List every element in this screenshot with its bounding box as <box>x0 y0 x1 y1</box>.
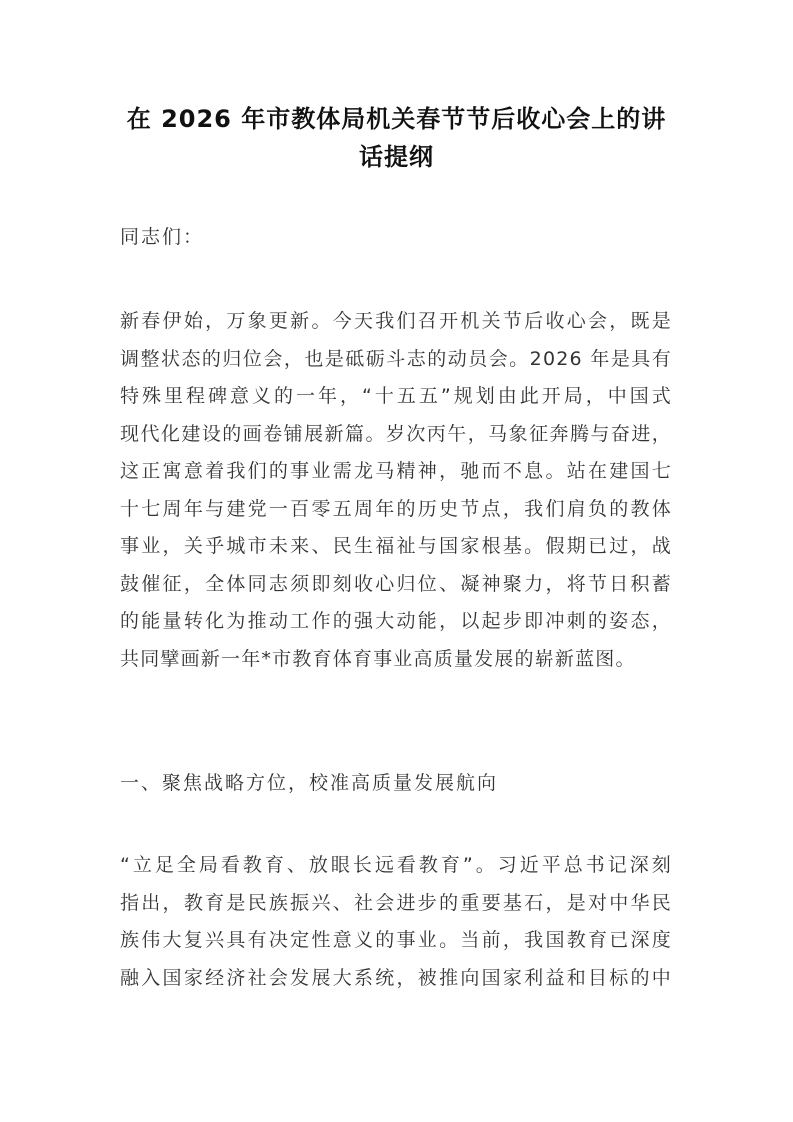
paragraph-section1 <box>120 847 676 997</box>
title-line-2: 话提纲 <box>359 143 434 171</box>
text-line: 新春伊始，万象更新。今天我们召开机关节后收心会，既是 <box>120 310 672 332</box>
paragraph-intro <box>120 303 676 678</box>
text-line: 这正寓意着我们的事业需龙马精神，驰而不息。站在建国七 <box>120 460 672 482</box>
text-line: 指出，教育是民族振兴、社会进步的重要基石，是对中华民 <box>120 891 672 914</box>
text-line: 事业，关乎城市未来、民生福祉与国家根基。假期已过，战 <box>120 535 672 557</box>
title-line-1: 在 2026 年市教体局机关春节节后收心会上的讲 <box>126 105 667 133</box>
text-line: 族伟大复兴具有决定性意义的事业。当前，我国教育已深度 <box>120 929 672 951</box>
salutation: 同志们： <box>120 226 205 248</box>
text-line: 特殊里程碑意义的一年，“十五五”规划由此开局，中国式 <box>120 385 672 407</box>
text-line: 十七周年与建党一百零五周年的历史节点，我们肩负的教体 <box>120 497 672 520</box>
document-title <box>110 100 683 176</box>
text-line: 调整状态的归位会，也是砥砺斗志的动员会。2026 年是具有 <box>120 347 672 370</box>
text-line: 融入国家经济社会发展大系统，被推向国家利益和目标的中 <box>120 966 672 989</box>
text-line: “立足全局看教育、放眼长远看教育”。习近平总书记深刻 <box>120 854 672 876</box>
text-line: 共同擘画新一年*市教育体育事业高质量发展的崭新蓝图。 <box>120 647 636 670</box>
text-line: 现代化建设的画卷铺展新篇。岁次丙午，马象征奔腾与奋进， <box>120 422 672 445</box>
text-line: 鼓催征，全体同志须即刻收心归位、凝神聚力，将节日积蓄 <box>120 572 672 595</box>
section-heading-1: 一、聚焦战略方位，校准高质量发展航向 <box>120 772 499 794</box>
text-line: 的能量转化为推动工作的强大动能，以起步即冲刺的姿态， <box>120 610 672 632</box>
